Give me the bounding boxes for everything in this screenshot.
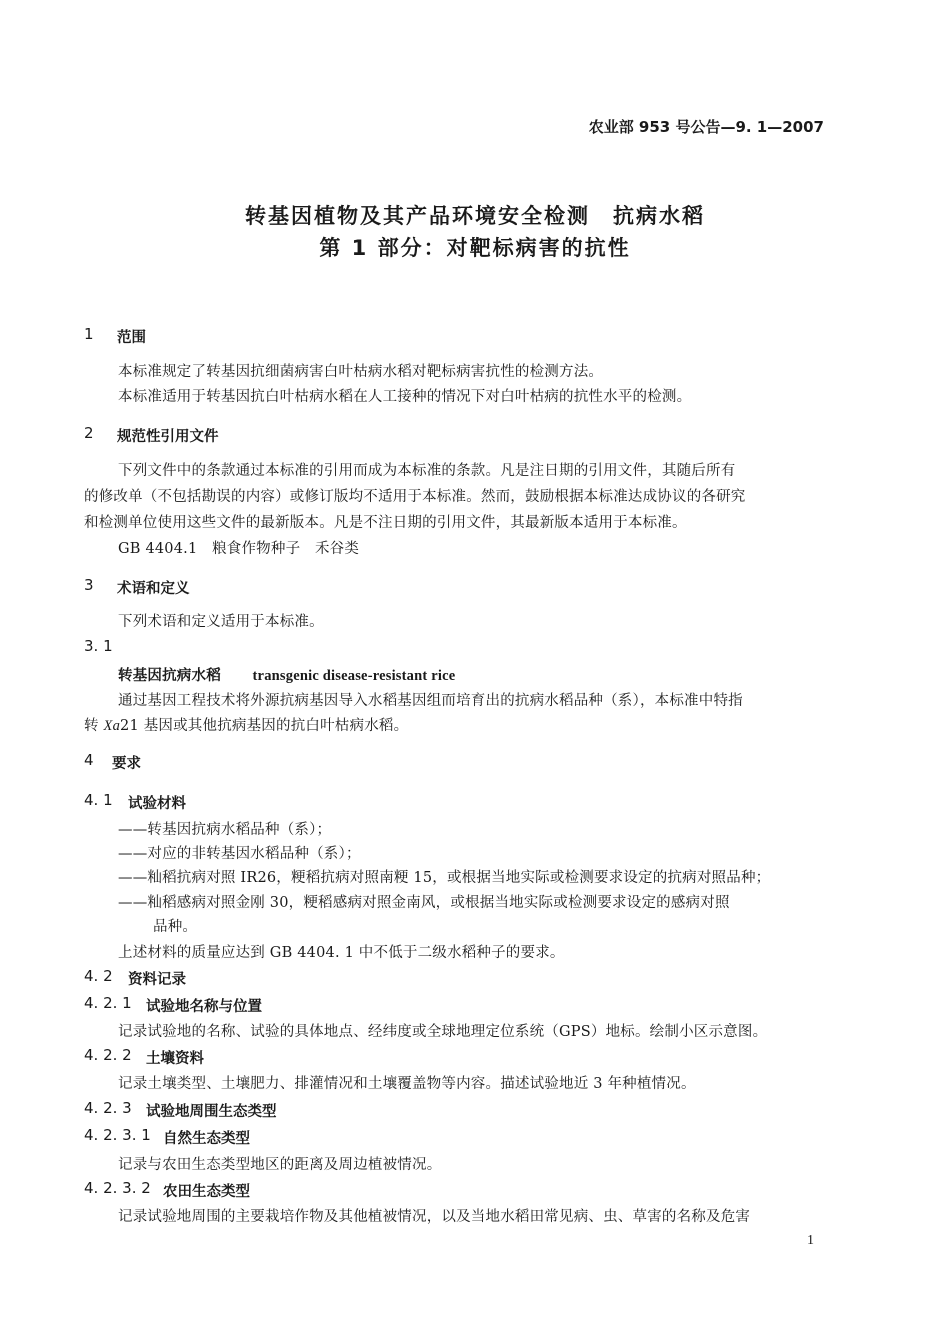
- section-2-reference: GB 4404.1 粮食作物种子 禾谷类: [118, 541, 360, 557]
- subsection-4-2-1-number: 4. 2. 1: [84, 994, 132, 1012]
- subsection-4-2-3-1-number: 4. 2. 3. 1: [84, 1126, 151, 1144]
- document-title-line2: 第 1 部分：对靶标病害的抗性: [319, 236, 631, 260]
- section-3-intro: 下列术语和定义适用于本标准。: [118, 614, 324, 630]
- subsection-4-2-2-text: 记录土壤类型、土壤肥力、排灌情况和土壤覆盖物等内容。描述试验地近 3 年种植情况。: [118, 1076, 696, 1092]
- section-2-line-2: 的修改单（不包括勘误的内容）或修订版均不适用于本标准。然而，鼓励根据本标准达成协议的各研究: [84, 489, 746, 505]
- subsection-4-2-1-text: 记录试验地的名称、试验的具体地点、经纬度或全球地理定位系统（GPS）地标。绘制小区示意图。: [118, 1024, 768, 1040]
- section-3-number: 3: [84, 576, 94, 594]
- term-english: transgenic disease-resistant rice: [252, 668, 456, 684]
- subsection-4-2-3-2-text: 记录试验地周围的主要栽培作物及其他植被情况，以及当地水稻田常见病、虫、草害的名称及危害: [118, 1209, 751, 1225]
- term-definition-line-2: [84, 714, 408, 735]
- def-suffix: 21 基因或其他抗病基因的抗白叶枯病水稻。: [120, 718, 409, 734]
- section-2-line-1: 下列文件中的条款通过本标准的引用而成为本标准的条款。凡是注日期的引用文件，其随后所有: [118, 463, 736, 479]
- subsection-4-2-3-2-heading: 农田生态类型: [163, 1184, 250, 1200]
- subsection-4-2-2-number: 4. 2. 2: [84, 1046, 132, 1064]
- subsection-4-2-2-heading: 土壤资料: [146, 1051, 204, 1067]
- subsection-4-2-3-number: 4. 2. 3: [84, 1099, 132, 1117]
- subsection-3-1-number: 3. 1: [84, 637, 113, 655]
- subsection-4-2-3-heading: 试验地周围生态类型: [146, 1104, 277, 1120]
- material-item-continuation: 品种。: [153, 919, 198, 935]
- term-definition-line-1: 通过基因工程技术将外源抗病基因导入水稻基因组而培育出的抗病水稻品种（系），本标准中特指: [118, 693, 743, 709]
- section-4-number: 4: [84, 751, 94, 769]
- section-4-heading: 要求: [112, 756, 141, 772]
- section-1-heading: 范围: [117, 330, 146, 346]
- section-1-number: 1: [84, 325, 94, 343]
- subsection-4-2-heading: 资料记录: [128, 972, 186, 988]
- section-1-para-2: 本标准适用于转基因抗白叶枯病水稻在人工接种的情况下对白叶枯病的抗性水平的检测。: [118, 389, 692, 405]
- standard-number: 农业部 953 号公告—9. 1—2007: [588, 118, 824, 136]
- section-2-line-3: 和检测单位使用这些文件的最新版本。凡是不注日期的引用文件，其最新版本适用于本标准。: [84, 515, 687, 531]
- document-title-line1: 转基因植物及其产品环境安全检测 抗病水稻: [245, 204, 705, 228]
- subsection-4-2-number: 4. 2: [84, 967, 113, 985]
- material-item: ——籼稻抗病对照 IR26，粳稻抗病对照南粳 15，或根据当地实际或检测要求设定的抗病对照品种；: [118, 870, 771, 886]
- material-quality-note: 上述材料的质量应达到 GB 4404. 1 中不低于二级水稻种子的要求。: [118, 945, 565, 961]
- term-chinese: 转基因抗病水稻: [118, 668, 221, 684]
- subsection-4-2-1-heading: 试验地名称与位置: [146, 999, 262, 1015]
- subsection-4-1-number: 4. 1: [84, 791, 113, 809]
- section-2-number: 2: [84, 424, 94, 442]
- term-entry: [118, 664, 455, 685]
- material-item: ——籼稻感病对照金刚 30，粳稻感病对照金南风，或根据当地实际或检测要求设定的感病对照: [118, 895, 730, 911]
- material-item: ——转基因抗病水稻品种（系）；: [118, 822, 332, 838]
- subsection-4-1-heading: 试验材料: [128, 796, 186, 812]
- gene-name: Xa: [103, 718, 121, 734]
- subsection-4-2-3-2-number: 4. 2. 3. 2: [84, 1179, 151, 1197]
- material-item: ——对应的非转基因水稻品种（系）；: [118, 846, 361, 862]
- page-number: 1: [807, 1233, 814, 1248]
- def-prefix: 转: [84, 718, 104, 734]
- subsection-4-2-3-1-text: 记录与农田生态类型地区的距离及周边植被情况。: [118, 1157, 442, 1173]
- section-1-para-1: 本标准规定了转基因抗细菌病害白叶枯病水稻对靶标病害抗性的检测方法。: [118, 364, 604, 380]
- section-3-heading: 术语和定义: [117, 581, 190, 597]
- section-2-heading: 规范性引用文件: [117, 429, 219, 445]
- subsection-4-2-3-1-heading: 自然生态类型: [163, 1131, 250, 1147]
